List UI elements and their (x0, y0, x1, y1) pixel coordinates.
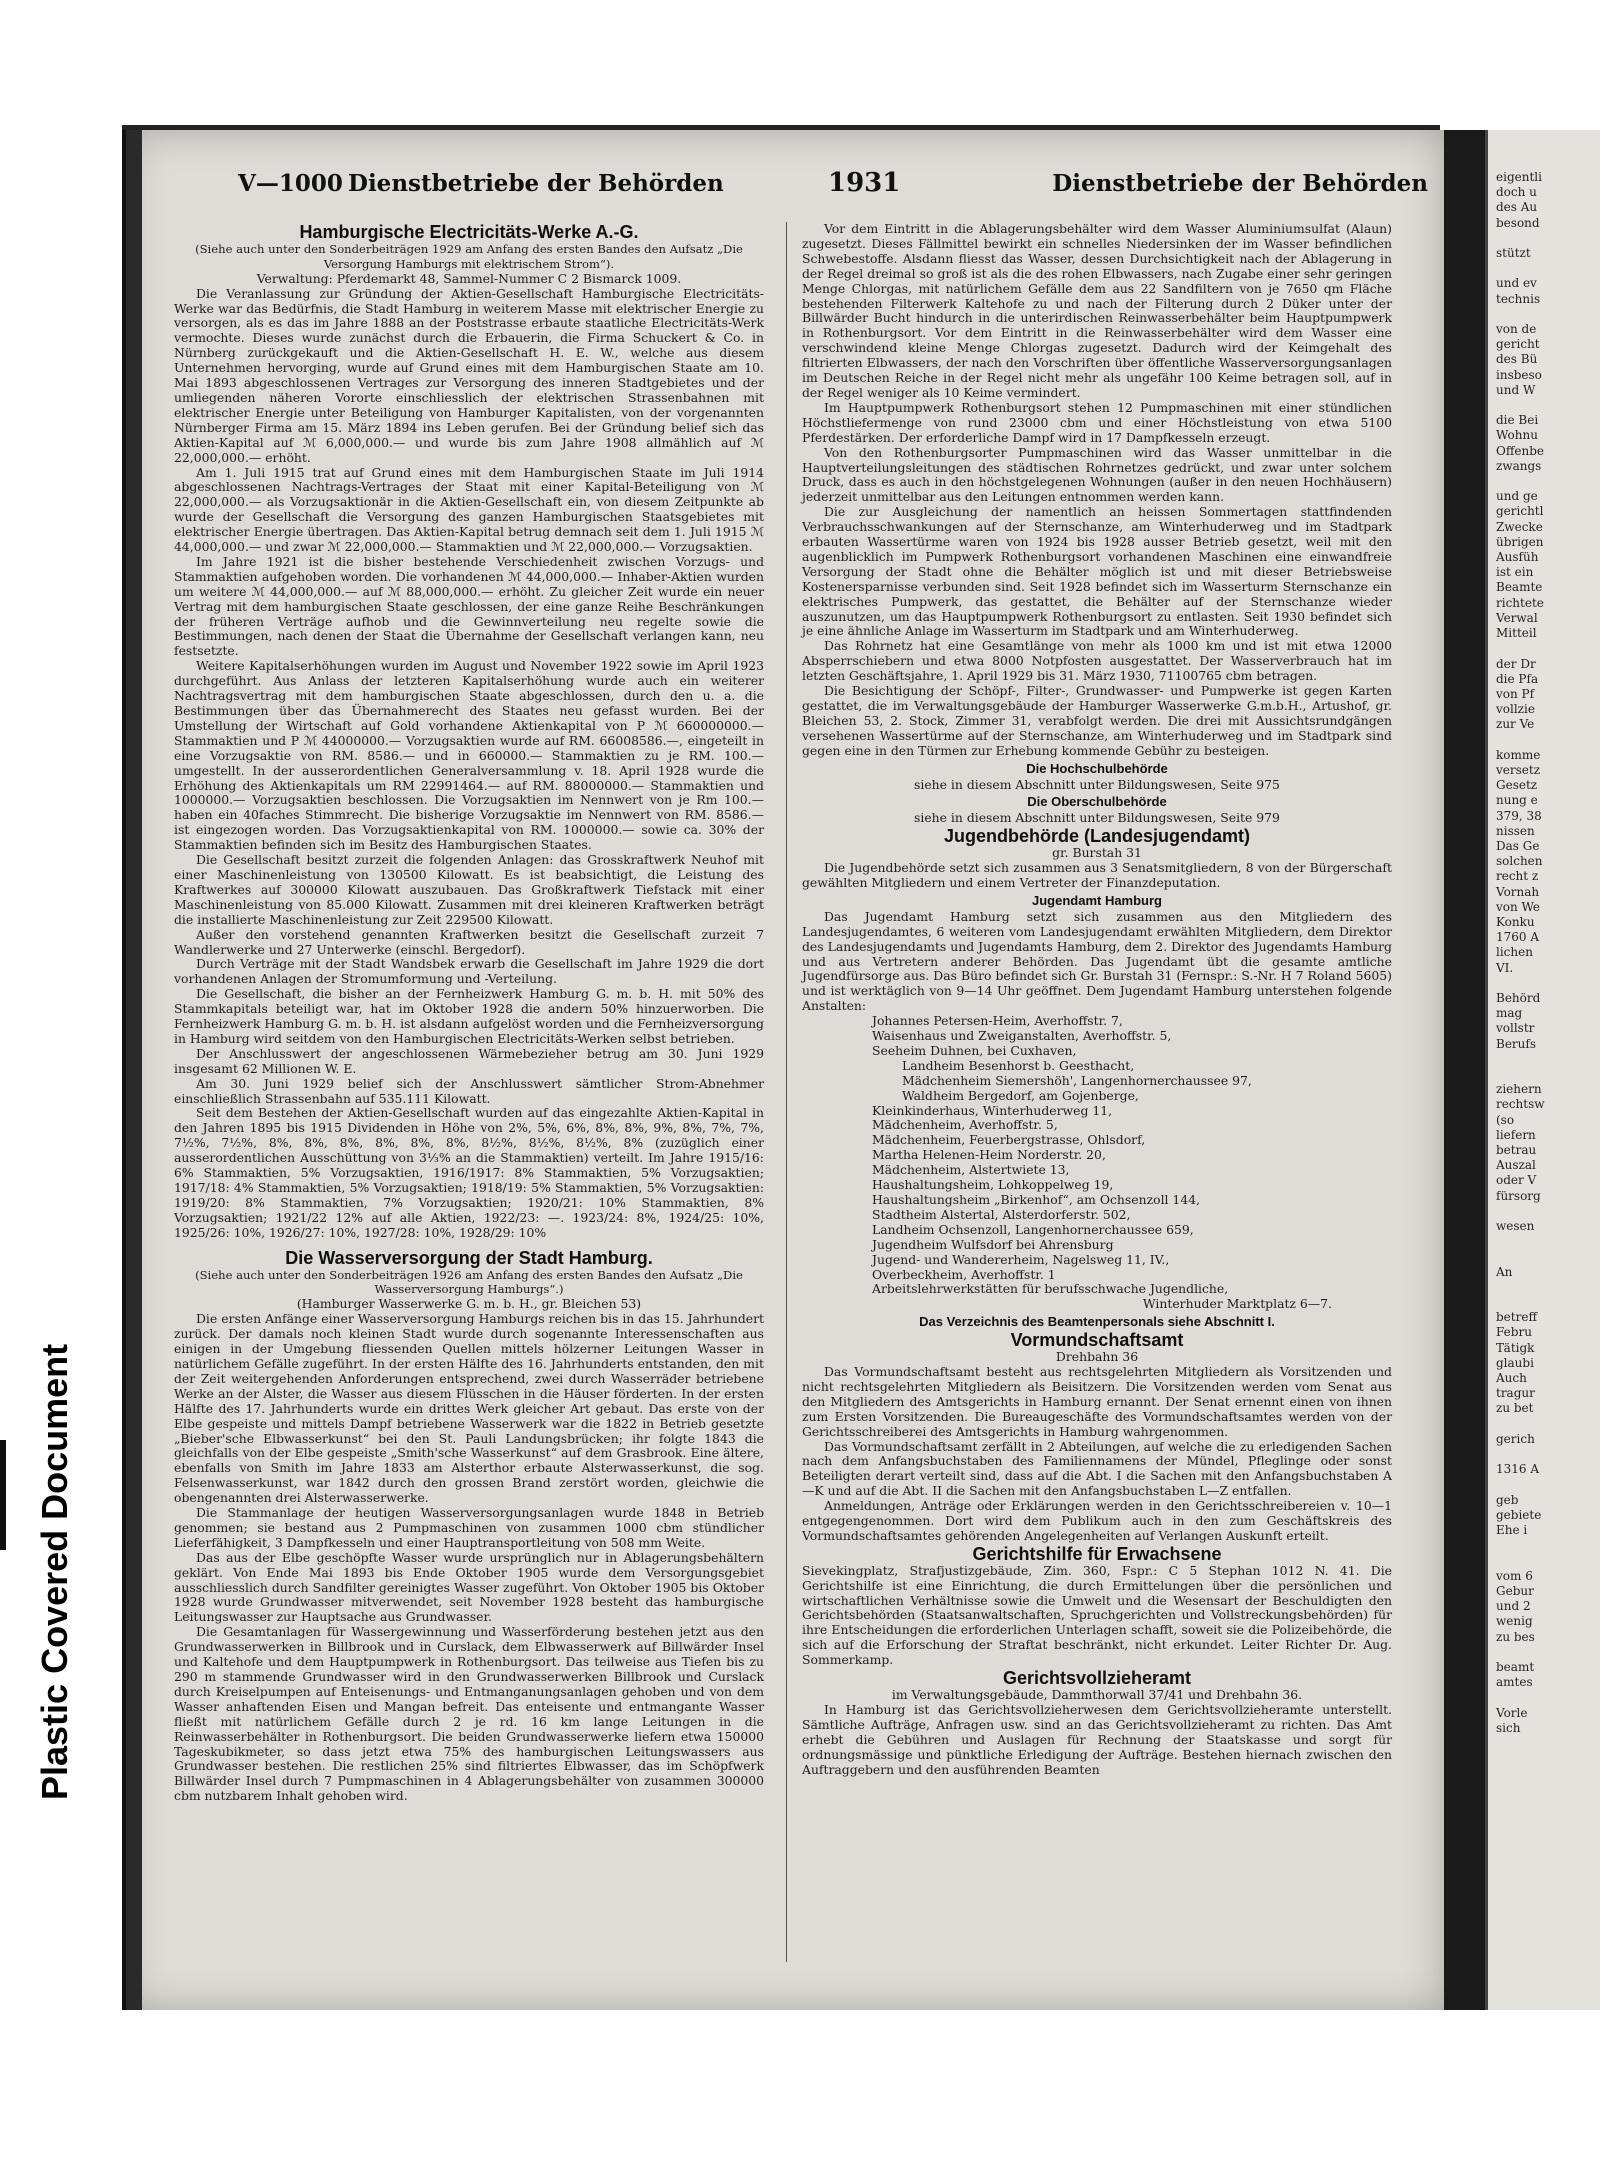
water-paragraph: Die ersten Anfänge einer Wasserversorgung Hamburgs reichen bis in das 15. Jahrhundert zurück. Der damals noch kleinen Stadt wurde durch sogenannte Interessenschaften aus einigen in der Umgebung fliessenden Quellen mittels hölzerner Leitungen Wasser in natürlichem Gefälle zugeführt. In der ersten Hälfte des 16. Jahrhunderts entstanden, den mit der Zeit weitergehenden Anforderungen entsprechend, zwei durch Wasserräder betriebene Werke an der Alster, die Wasser aus diesem Flüsschen in die Häuser förderten. In der ersten Hälfte des 17. Jahrhunderts wurde ein drittes Werk gleicher Art gebaut. Das erste von der Elbe gespeiste und mittels Dampf betriebene Wasserwerk war die 1822 in Betrieb gesetzte „Bieber'sche Elbwasserkunst“ bei den St. Pauli Landungsbrücken; ihr folgte 1843 die gleichfalls von der Elbe gespeiste „Smith'sche Wasserkunst“ auf dem Grasbrook. Eine ältere, ebenfalls von Smith im Jahre 1833 am Alsterthor erbaute Alsterwasserkunst, die sog. Felsenwasserkunst, war 1842 durch den grossen Brand zerstört worden, gleichwie die obengenannten drei Alsterwasserwerke. (174, 1311, 764, 1506)
adjacent-page-fragment: Ausfüh (1496, 550, 1539, 565)
adjacent-page-fragment (1488, 1052, 1600, 1067)
adjacent-page-fragment: eigentli (1496, 170, 1542, 184)
adjacent-page-fragment: von de (1496, 322, 1537, 337)
water-title: Die Wasserversorgung der Stadt Hamburg. (285, 1247, 653, 1268)
header-title-right: Dienstbetriebe der Behörden (1052, 170, 1428, 197)
gerichtshilfe-paragraph: Sievekingplatz, Strafjustizgebäude, Zim. 360, Fspr.: C 5 Stephan 1012 N. 41. Die Gerichtshilfe ist eine Einrichtung, die durch Ermittelungen über die persönlichen und wirtschaftlichen Verhältnisse sowie die Umwelt und die Wesensart der Beschuldigten den Gerichtsbehörden (Staatsanwaltschaften, Spruchgerichten und Vollstreckungsbehörden) für ihre Entscheidungen die erforderlichen Unterlagen schafft, soweit sie die Polizeibehörde, die sich auf die Erforschung der Straftat beschränkt, nicht erkundet. Leiter Richter Dr. Aug. Sommerkamp. (802, 1562, 1392, 1668)
institution-item: Stadtheim Alstertal, Alsterdorferstr. 502, (872, 1206, 1131, 1222)
adjacent-page-fragment: stützt (1496, 246, 1531, 261)
adjacent-page-fragment: wesen (1496, 1219, 1535, 1234)
adjacent-page-fragment: doch u (1496, 185, 1537, 200)
institution-item: Seeheim Duhnen, bei Cuxhaven, (872, 1042, 1077, 1058)
adjacent-page-fragment: Wohnu (1496, 428, 1538, 443)
adjacent-page-fragment: insbeso (1496, 367, 1542, 382)
adjacent-page-fragment: geb (1496, 1492, 1519, 1507)
adjacent-page-fragment: gerichtl (1496, 504, 1544, 519)
jugend-address: gr. Burstah 31 (1052, 845, 1142, 861)
jugend-title: Jugendbehörde (Landesjugendamt) (943, 826, 1251, 847)
adjacent-page-fragment: sich (1496, 1720, 1521, 1735)
water-company: (Hamburger Wasserwerke G. m. b. H., gr. Bleichen 53) (296, 1296, 642, 1312)
hew-paragraph: Außer den vorstehend genannten Kraftwerken besitzt die Gesellschaft zurzeit 7 Wandlerwerke und 27 Unterwerke (einschl. Bergedorf). (174, 926, 764, 957)
adjacent-page-fragment (1488, 1204, 1600, 1219)
water-paragraph: Im Hauptpumpwerk Rothenburgsort stehen 12 Pumpmaschinen mit einer stündlichen Höchstliefermenge von rund 23000 cbm und einer Höchstleistung von etwa 5100 Pferdestärken. Der erforderliche Dampf wird in 17 Dampfkesseln erzeugt. (802, 399, 1392, 445)
jugend-paragraph: Die Jugendbehörde setzt sich zusammen aus 3 Senatsmitgliedern, 8 von der Bürgerschaft gewählten Mitgliedern und einem Vertreter der Finanzdeputation. (802, 860, 1392, 890)
adjacent-page-fragment: Behörd (1496, 990, 1541, 1005)
jugendamt-title: Jugendamt Hamburg (1031, 892, 1162, 908)
adjacent-page-fragment: von We (1496, 899, 1541, 914)
header-year: 1931 (828, 168, 901, 198)
hew-paragraph: Die Veranlassung zur Gründung der Aktien-Gesellschaft Hamburgische Electricitäts-Werke war das Bedürfnis, die Stadt Hamburg in weiterem Masse mit elektrischer Energie zu versorgen, als es das im Jahre 1888 an der Poststrasse erbaute staatliche Electricitäts-Werk vermochte. Dieses wurde zunächst durch die Erbauerin, die Firma Schuckert & Co. in Nürnberg zurückgekauft und die Aktien-Gesellschaft H. E. W., welche aus diesem Unternehmen hervorging, wurde auf Grund eines mit dem Hamburgischen Staate am 10. Mai 1893 abgeschlossenen Vertrages zur Versorgung des inneren Stadtgebietes und der umliegenden näheren Vororte einschliesslich der elektrischen Strassenbahnen mit elektrischer Energie unter Beteiligung von Hamburger Kapitalisten, von der vorgenannten Nürnberger Firma am 15. März 1894 ins Leben gerufen. Bei der Gründung belief sich das Aktien-Kapital auf ℳ 6,000,000.— und wurde bis zum Jahre 1908 allmählich auf ℳ 22,000,000.— erhöht. (174, 285, 764, 465)
water-paragraph: Das Rohrnetz hat eine Gesamtlänge von mehr als 1000 km und ist mit etwa 12000 Absperrschiebern und etwa 8000 Notpfosten ausgestattet. Der Wasserverbrauch hat im letzten Geschäftsjahre, 1. April 1929 bis 31. März 1930, 71100765 cbm betragen. (802, 638, 1392, 684)
adjacent-page-fragment: Berufs (1496, 1036, 1536, 1051)
institution-item: Mädchenheim, Alstertwiete 13, (872, 1162, 1070, 1178)
gerichtshilfe-title: Gerichtshilfe für Erwachsene (972, 1543, 1222, 1564)
adjacent-page-fragment: und ev (1496, 276, 1537, 291)
header-title-left: Dienstbetriebe der Behörden (348, 170, 724, 197)
vormund-paragraph: Das Vormundschaftsamt zerfällt in 2 Abteilungen, auf welche die zu erledigenden Sachen nach dem Anfangsbuchstaben des Familiennamens der Mündel, Pfleglinge oder sonst Beteiligten derart verteilt sind, dass auf die Abt. I die Sachen mit den Anfangsbuchstaben A—K und auf die Abt. II die Sachen mit den Anfangsbuchstaben L—Z entfallen. (802, 1438, 1392, 1499)
plastic-covered-label: Plastic Covered Document (34, 1343, 75, 1800)
adjacent-page-text (1488, 130, 1600, 1736)
institution-item: Arbeitslehrwerkstätten für berufsschwache Jugendliche, (872, 1281, 1229, 1297)
adjacent-page-fragment (1488, 261, 1600, 276)
oberschul-title: Die Oberschulbehörde (1027, 794, 1167, 810)
adjacent-page-fragment (1488, 1645, 1600, 1660)
adjacent-page-fragment (1488, 976, 1600, 991)
adjacent-page-fragment: betreff (1496, 1310, 1537, 1325)
institution-item: Landheim Besenhorst b. Geesthacht, (902, 1057, 1135, 1073)
adjacent-page-fragment (1488, 1690, 1600, 1705)
water-paragraph: Vor dem Eintritt in die Ablagerungsbehälter wird dem Wasser Aluminiumsulfat (Alaun) zugesetzt. Dieses Fällmittel bewirkt ein schnelles Niedersinken der im Wasser befindlichen Schwebestoffe. Alsdann fliesst das Wasser, dessen Durchsichtigkeit nach der Ablagerung in der Regel dreimal so groß ist als die des rohen Elbwassers, nach Zugabe einer sehr geringen Menge Chlorgas, mit natürlichem Gefälle dem aus 22 Sandfiltern von je 7650 qm Fläche bestehenden Filterwerk Kaltehofe zu und nach der Filterung durch 2 Düker unter der Billwärder Bucht hindurch in die unterirdischen Reinwasserbehälter beim Hauptpumpwerk in Rothenburgsort. Vor dem Eintritt in die Reinwasserbehälter wird dem Wasser eine verschwindend kleine Menge Chlorgas zugesetzt. Dadurch wird der Keimgehalt des filtrierten Elbwassers, der nach den Vorschriften über öffentliche Wasserversorgungsanlagen im Deutschen Reiche in der Regel nicht mehr als ungefähr 100 Keime betragen soll, auf in der Regel weniger als 10 Keime vermindert. (802, 221, 1392, 400)
left-column (174, 222, 764, 1804)
adjacent-page-fragment: Verwal (1496, 610, 1538, 625)
page-header (238, 170, 1428, 204)
page-number: V—1000 (238, 170, 343, 197)
adjacent-page-fragment: des Bü (1496, 352, 1538, 367)
hew-title: Hamburgische Electricitäts-Werke A.-G. (299, 222, 639, 242)
adjacent-page-fragment: Auszal (1496, 1158, 1536, 1173)
hew-paragraph: Die Gesellschaft, die bisher an der Fernheizwerk Hamburg G. m. b. H. mit 50% des Stammkapitals beteiligt war, hat im Oktober 1928 die andern 50% hinzuerworben. Die Fernheizwerk Hamburg G. m. b. H. ist alsdann aufgelöst worden und die Fernheizversorgung in Hamburg wird seitdem von den Hamburgischen Electricitäts-Werken selbst betrieben. (174, 986, 764, 1046)
document-page (122, 130, 1444, 2010)
adjacent-page-fragment (1488, 1447, 1600, 1462)
adjacent-page-fragment: solchen (1496, 854, 1543, 869)
adjacent-page-fragment: technis (1496, 291, 1541, 306)
adjacent-page-fragment: 1316 A (1496, 1462, 1540, 1477)
page-gutter (1440, 130, 1485, 2010)
adjacent-page-fragment: wenig (1496, 1614, 1533, 1629)
adjacent-page-fragment: Beamte (1496, 580, 1543, 595)
adjacent-page-fragment (1488, 641, 1600, 656)
hew-dividends: Seit dem Bestehen der Aktien-Gesellschaft wurden auf das eingezahlte Aktien-Kapital in den Jahren 1895 bis 1915 Dividenden in Höhe von 2%, 5%, 6%, 8%, 8%, 9%, 8%, 7%, 7%, 7½%, 7½%, 8%, 8%, 8%, 8%, 8%, 8%, 8½%, 8½%, 8½%, 8% (zuzüglich einer ausserordentlichen Ausschüttung von 3⅓% an die Stammaktien) verteilt. Im Jahre 1915/16: 6% Stammaktien, 5% Vorzugsaktien, 1916/1917: 8% Stammaktien, 5% Vorzugsaktien; 1917/18: 4% Stammaktien, 5% Vorzugsaktien; 1918/19: 5% Stammaktien, 5% Vorzugsaktien: 1919/20: 8% Stammaktien, 7% Vorzugsaktien; 1920/21: 10% Stammaktien, 8% Vorzugsaktien; 1921/22 12% auf alle Aktien, 1922/23: —. 1923/24: 8%, 1924/25: 10%, 1925/26: 10%, 1926/27: 10%, 1927/28: 10%, 1928/29: 10% (174, 1105, 764, 1240)
adjacent-page-fragment: glaubi (1496, 1355, 1534, 1370)
adjacent-page-fragment: zu bes (1496, 1629, 1535, 1644)
adjacent-page-fragment: Konku (1496, 914, 1535, 929)
adjacent-page-fragment: fürsorg (1496, 1188, 1541, 1203)
institutions-last: Winterhuder Marktplatz 6—7. (1142, 1296, 1332, 1312)
adjacent-page-fragment: Vornah (1496, 884, 1540, 899)
water-paragraph: Die zur Ausgleichung der namentlich an heissen Sommertagen stattfindenden Verbrauchsschwankungen auf der Sternschanze, am Winterhuderweg und im Stadtpark erbauten Wassertürme waren von 1924 bis 1928 ausser Betrieb gesetzt, weil mit den augenblicklich im Pumpwerk Rothenburgsort vorhandenen Maschinen eine einwandfreie Versorgung der Stadt ohne die Behälter möglich ist und mit dieser Betriebsweise Kostenersparnisse verbunden sind. Seit 1928 befindet sich im Wasserturm Sternschanze ein elektrisches Pumpwerk, das gestattet, die Behälter auf der Sternschanze wieder auszunutzen, um das Hauptpumpwerk Rothenburgsort zu entlasten. Seit 1930 befindet sich je eine ähnliche Anlage im Wasserturm im Stadtpark und am Winterhuderweg. (802, 504, 1392, 639)
adjacent-page-fragment (1488, 398, 1600, 413)
adjacent-page-fragment: übrigen (1496, 534, 1544, 549)
hochschul-title: Die Hochschulbehörde (1026, 760, 1168, 776)
adjacent-page-fragment (1488, 1280, 1600, 1295)
institution-item: Waldheim Bergedorf, am Gojenberge, (902, 1087, 1139, 1103)
vormund-paragraph: Das Vormundschaftsamt besteht aus rechtsgelehrten Mitgliedern als Vorsitzenden und nicht rechtsgelehrten Mitgliedern als Beisitzern. Die Vorsitzenden werden vom Senat aus den Mitgliedern des Amtsgerichts in Hamburg ernannt. Der Senat ernennt einen von ihnen zum Ersten Vorsitzenden. Die Bureaugeschäfte des Vormundschaftsamtes werden von der Gerichtsschreiberei des Amtsgerichts in Hamburg wahrgenommen. (802, 1363, 1392, 1439)
adjacent-page-fragment: ziehern (1496, 1082, 1542, 1097)
institution-item: Mädchenheim, Feuerbergstrasse, Ohlsdorf, (872, 1132, 1146, 1148)
adjacent-page-fragment: betrau (1496, 1143, 1537, 1157)
adjacent-page-fragment: nung e (1496, 793, 1538, 808)
adjacent-page-fragment: VI. (1496, 960, 1514, 975)
adjacent-page-fragment: Vorle (1496, 1705, 1528, 1720)
adjacent-page-fragment (1488, 1477, 1600, 1492)
vormund-title: Vormundschaftsamt (1010, 1330, 1184, 1351)
water-paragraph: Das aus der Elbe geschöpfte Wasser wurde ursprünglich nur in Ablagerungsbehältern geklärt. Von Ende Mai 1893 bis Ende Oktober 1905 wurde dem Versorgungsgebiet ausschliesslich durch Sandfilter gereinigtes Wasser zugeführt. Von Oktober 1905 bis Oktober 1928 wurde Grundwasser mitverwendet, seit November 1928 besteht das hamburgische Leitungswasser zur Hauptsache aus Grundwasser. (174, 1549, 764, 1625)
adjacent-page-fragment: von Pf (1496, 686, 1535, 701)
adjacent-page-fragment (1488, 1553, 1600, 1568)
adjacent-page-fragment (1488, 1417, 1600, 1432)
institution-item: Waisenhaus und Zweiganstalten, Averhoffstr. 5, (872, 1028, 1172, 1044)
adjacent-page-fragment: tragur (1496, 1386, 1535, 1401)
water-paragraph: Von den Rothenburgsorter Pumpmaschinen wird das Wasser unmittelbar in die Hauptverteilungsleitungen des städtischen Rohrnetzes gedrückt, und zwar unter solchem Druck, dass es auch in den höchstgelegenen Wohnungen (außer in den neuen Hochhäusern) jederzeit unmittelbar aus den Leitungen entnommen werden kann. (802, 444, 1392, 505)
adjacent-page-fragment: versetz (1496, 762, 1541, 777)
hochschul-ref: siehe in diesem Abschnitt unter Bildungswesen, Seite 975 (914, 776, 1280, 792)
institution-item: Johannes Petersen-Heim, Averhoffstr. 7, (872, 1013, 1123, 1029)
vormund-paragraph: Anmeldungen, Anträge oder Erklärungen werden in den Gerichtsschreibereien v. 10—1 entgegengenommen. Dort wird dem Publikum auch in den zum Geschäftskreis des Vormundschaftsamtes gehörenden Angelegenheiten auf Verlangen Auskunft erteilt. (802, 1498, 1392, 1543)
adjacent-page-fragment (1488, 1538, 1600, 1553)
hew-paragraph: Der Anschlusswert der angeschlossenen Wärmebezieher betrug am 30. Juni 1929 insgesamt 62 Millionen W. E. (174, 1045, 764, 1076)
institution-item: Kleinkinderhaus, Winterhuderweg 11, (872, 1102, 1113, 1118)
adjacent-page-fragment (1488, 733, 1600, 748)
adjacent-page-fragment: besond (1496, 215, 1540, 230)
institution-item: Mädchenheim Siemershöh', Langenhornerchaussee 97, (902, 1072, 1252, 1088)
adjacent-page-fragment: gebiete (1496, 1507, 1542, 1522)
adjacent-page-fragment: und W (1496, 382, 1536, 397)
adjacent-page-fragment: der Dr (1496, 656, 1536, 671)
adjacent-page-fragment: Offenbe (1496, 443, 1544, 458)
adjacent-page-fragment: oder V (1496, 1173, 1537, 1188)
adjacent-page-fragment: amtes (1496, 1675, 1533, 1690)
adjacent-page-fragment (1488, 1067, 1600, 1082)
adjacent-page-fragment: zu bet (1496, 1401, 1534, 1416)
adjacent-page-fragment: zur Ve (1496, 717, 1535, 732)
institution-item: Landheim Ochsenzoll, Langenhornerchaussee 659, (872, 1221, 1194, 1237)
adjacent-page-fragment (1488, 231, 1600, 246)
hew-paragraph: Durch Verträge mit der Stadt Wandsbek erwarb die Gesellschaft im Jahre 1929 die dort vorhandenen Anlagen der Stromumformung und -Verteilung. (174, 956, 764, 987)
water-paragraph: Die Gesamtanlagen für Wassergewinnung und Wasserförderung bestehen jetzt aus den Grundwasserwerken in Billbrook und in Curslack, dem Elbwasserwerk auf Billwärder Insel und Kaltehofe und dem Hauptpumpwerk in Rothenburgsort. Das teilweise aus Tiefen bis zu 290 m stammende Grundwasser wird in den Grundwasserwerken Billbrook und Curslack durch Kreiselpumpen auf Enteisenungs- und Entmanganungsanlagen gehoben und von dem Wasser anhaftenden Eisen und Mangan befreit. Das enteisente und entmangante Wasser fließt mit natürlichem Gefälle durch 2 je rd. 16 km lange Leitungen in die Reinwasserbehälter in Rothenburgsort. Die beiden Grundwasserwerke liefern etwa 150000 Tageskubikmeter, so dass jetzt etwa 75% des hamburgischen Leitungswassers aus Grundwasser bestehen. Die restlichen 25% sind filtriertes Elbwasser, das im Schöpfwerk Billwärder Insel durch 7 Pumpmaschinen in 4 Ablagerungsbehälter von zusammen 300000 cbm nutzbarem Inhalt gehoben wird. (174, 1624, 764, 1804)
adjacent-page-fragment (1488, 307, 1600, 322)
adjacent-page-fragment: gericht (1496, 337, 1540, 352)
adjacent-page-fragment (1488, 474, 1600, 489)
adjacent-page-fragment: Das Ge (1496, 838, 1540, 853)
adjacent-page-fragment: richtete (1496, 595, 1544, 610)
adjacent-page-fragment: Febru (1496, 1325, 1532, 1340)
adjacent-page-fragment: und ge (1496, 489, 1538, 504)
adjacent-page-fragment: vollstr (1496, 1021, 1535, 1036)
adjacent-page-fragment: Auch (1496, 1371, 1527, 1386)
vollzieher-paragraph: In Hamburg ist das Gerichtsvollzieherwesen dem Gerichtsvollzieheramte unterstellt. Sämtliche Aufträge, Anfragen usw. sind an das Gerichtsvollzieheramt zu richten. Das Amt erhebt die Gebühren und Auslagen für Rechnung der Staatskasse und sorgt für ordnungsmässige und pünktliche Erledigung der Aufträge. Bestehen hiernach zwischen den Auftraggebern und den ausführenden Beamten (802, 1701, 1392, 1777)
institution-item: Jugendheim Wulfsdorf bei Ahrensburg (872, 1236, 1114, 1252)
water-paragraph: Die Besichtigung der Schöpf-, Filter-, Grundwasser- und Pumpwerke ist gegen Karten gestattet, die im Verwaltungsgebäude der Hamburger Wasserwerke G.m.b.H., Artushof, gr. Bleichen 53, 2. Stock, Zimmer 31, verabfolgt werden. Die drei mit Aussichtsrundgängen versehenen Wassertürme auf der Sternschanze, am Winterhuderweg und im Stadtpark sind gegen eine in den Türmen zur Erhebung kommende Gebühr zu besteigen. (802, 683, 1392, 758)
institution-item: Martha Helenen-Heim Norderstr. 20, (872, 1147, 1106, 1163)
oberschul-ref: siehe in diesem Abschnitt unter Bildungswesen, Seite 979 (914, 810, 1280, 826)
vollzieher-address: im Verwaltungsgebäude, Dammthorwall 37/41 und Drehbahn 36. (891, 1687, 1303, 1702)
vollzieher-title: Gerichtsvollzieheramt (1002, 1668, 1192, 1689)
adjacent-page-fragment: des Au (1496, 200, 1538, 215)
beamten-note: Das Verzeichnis des Beamtenpersonals siehe Abschnitt I. (919, 1314, 1275, 1330)
adjacent-page-fragment (1488, 1249, 1600, 1264)
institution-item: Jugend- und Wandererheim, Nagelsweg 11, IV., (872, 1251, 1170, 1267)
adjacent-page-fragment: beamt (1496, 1659, 1535, 1674)
adjacent-page-fragment: 379, 38 (1496, 808, 1542, 823)
adjacent-page-fragment: liefern (1496, 1127, 1536, 1142)
adjacent-page-fragment: vom 6 (1496, 1568, 1533, 1583)
adjacent-page-fragment: Ehe i (1496, 1523, 1528, 1538)
adjacent-page-fragment: rechtsw (1496, 1097, 1545, 1112)
water-paragraph: Die Stammanlage der heutigen Wasserversorgungsanlagen wurde 1848 in Betrieb genommen; sie bestand aus 2 Pumpmaschinen von zusammen 1000 cbm stündlicher Lieferfähigkeit, 3 Dampfkesseln und einer Hauptransportleitung von 508 mm Weite. (174, 1505, 764, 1550)
institution-item: Haushaltungsheim, Lohkoppelweg 19, (872, 1177, 1114, 1193)
adjacent-page-fragment: Gesetz (1496, 778, 1538, 793)
adjacent-page-fragment (1488, 1234, 1600, 1249)
right-column (802, 222, 1392, 1777)
adjacent-page-fragment: Tätigk (1496, 1340, 1535, 1355)
hew-paragraph: Im Jahre 1921 ist die bisher bestehende Verschiedenheit zwischen Vorzugs- und Stammaktien aufgehoben worden. Die vorhandenen ℳ 44,000,000.— Inhaber-Aktien wurden um weitere ℳ 44,000,000.— auf ℳ 88,000,000.— erhöht. Zu gleicher Zeit wurde ein neuer Vertrag mit dem hamburgischen Staate geschlossen, der eine ganze Reihe Beschränkungen der früheren Verträge aufhob und die Gewinnverteilung neu regelte sowie die Bestimmungen, nach denen der Staat die Übernahme der Gesellschaft verlangen kann, neu festsetzte. (174, 553, 764, 659)
hew-paragraph: Am 30. Juni 1929 belief sich der Anschlusswert sämtlicher Strom-Abnehmer einschließlich Strassenbahn auf 535.111 Kilowatt. (174, 1075, 764, 1106)
adjacent-page-fragment: nissen (1496, 823, 1535, 838)
adjacent-page-fragment: gerich (1496, 1431, 1535, 1446)
margin-mark (0, 1440, 6, 1550)
hew-paragraph: Weitere Kapitalserhöhungen wurden im August und November 1922 sowie im April 1923 durchgeführt. Aus Anlass der letzteren Kapitalserhöhung wurde auch ein weiterer Nachtragsvertrag mit dem hamburgischen Staate abgeschlossen, durch den u. a. die Bestimmungen über das Übernahmerecht des Staates neu gefasst wurden. Bei der Umstellung der Wirtschaft auf Gold vorhandene Aktienkapital von P ℳ 660000000.— Stammaktien und P ℳ 44000000.— Vorzugsaktien wurde auf RM. 66008586.—, eingeteilt in eine Vorzugsaktie von RM. 8586.— und in 660000.— Stammaktien zu je RM. 100.— umgestellt. In der ausserordentlichen Generalversammlung v. 18. April 1928 wurde die Erhöhung des Aktienkapitals um RM 22991464.— auf RM. 88000000.— Stammaktien und 1000000.— Vorzugsaktien beschlossen. Die Vorzugsaktien im Nennwert von je Rm 100.— haben ein 40faches Stimmrecht. Die bisherige Vorzugsaktie im Nennwert von RM. 8586.— ist eingezogen worden. Das Vorzugsaktienkapital von RM. 1000000.— sowie ca. 30% der Stammaktien befinden sich im Besitz des Hamburgischen Staates. (174, 658, 764, 853)
adjacent-page-fragment: recht z (1496, 869, 1539, 884)
adjacent-page-fragment: vollzie (1496, 702, 1535, 717)
adjacent-page-fragment: und 2 (1496, 1599, 1531, 1614)
water-note: (Siehe auch unter den Sonderbeiträgen 1926 am Anfang des ersten Bandes den Aufsatz „Die Wasserversorgung Hamburgs“.) (195, 1267, 743, 1297)
adjacent-page-fragment: (so (1496, 1112, 1515, 1127)
adjacent-page-fragment: Gebur (1496, 1583, 1534, 1598)
column-divider (786, 222, 787, 1962)
adjacent-page-fragment: mag (1496, 1006, 1523, 1021)
adjacent-page-fragment: die Pfa (1496, 671, 1539, 686)
institution-item: Mädchenheim, Averhoffstr. 5, (872, 1117, 1058, 1133)
vormund-address: Drehbahn 36 (1055, 1349, 1139, 1365)
adjacent-page-fragment: Zwecke (1496, 519, 1543, 534)
adjacent-page-fragment: zwangs (1496, 458, 1542, 473)
institution-item: Overbeckheim, Averhoffstr. 1 (872, 1266, 1056, 1282)
adjacent-page-fragment: die Bei (1496, 413, 1539, 428)
adjacent-page-fragment: komme (1496, 747, 1541, 762)
adjacent-page-fragment: 1760 A (1496, 930, 1540, 945)
hew-note: (Siehe auch unter den Sonderbeiträgen 1929 am Anfang des ersten Bandes den Aufsatz „Die Versorgung Hamburgs mit elektrischem Strom“). (195, 241, 743, 271)
jugendamt-paragraph: Das Jugendamt Hamburg setzt sich zusammen aus den Mitgliedern des Landesjugendamtes, 6 weiteren vom Landesjugendamt erwählten Mitgliedern, dem Direktor des Landesjugendamts und Jugendamts Hamburg, dem 2. Direktor des Jugendamts Hamburg und aus Vertretern anderer Behörden. Das Jugendamt übt die gesamte amtliche Jugendfürsorge aus. Das Büro befindet sich Gr. Burstah 31 (Fernspr.: S.-Nr. H 7 Roland 5605) und ist werktäglich von 9—14 Uhr geöffnet. Dem Jugendamt Hamburg unterstehen folgende Anstalten: (802, 908, 1392, 1014)
adjacent-page-fragment: An (1496, 1264, 1513, 1279)
adjacent-page-fragment: Mitteil (1496, 626, 1537, 641)
institution-item: Haushaltungsheim „Birkenhof“, am Ochsenzoll 144, (872, 1192, 1201, 1207)
page-binding-edge (126, 130, 142, 2010)
adjacent-page-fragment: ist ein (1496, 565, 1534, 580)
adjacent-page-fragment (1488, 1295, 1600, 1310)
institutions-list (802, 1014, 1392, 1297)
hew-paragraph: Am 1. Juli 1915 trat auf Grund eines mit dem Hamburgischen Staate im Juli 1914 abgeschlossenen Nachtrags-Vertrages der Staat mit einer Kapital-Beteiligung von ℳ 22,000,000.— als Vorzugsaktionär in die Aktien-Gesellschaft ein, von diesem Zeitpunkte ab wurde der Gesellschaft die Versorgung des ganzen Hamburgischen Staatsgebietes mit elektrischer Energie übertragen. Das Aktien-Kapital betrug demnach seit dem 1. Juli 1915 ℳ 44,000,000.— und zwar ℳ 22,000,000.— Stammaktien und ℳ 22,000,000.— Vorzugsaktien. (174, 464, 764, 555)
adjacent-page-fragment: lichen (1496, 945, 1533, 960)
adjacent-page (1485, 130, 1600, 2010)
left-margin (0, 0, 115, 2177)
hew-admin: Verwaltung: Pferdemarkt 48, Sammel-Nummer C 2 Bismarck 1009. (256, 270, 682, 286)
hew-paragraph: Die Gesellschaft besitzt zurzeit die folgenden Anlagen: das Grosskraftwerk Neuhof mit einer Maschinenleistung von 130500 Kilowatt. Es ist beabsichtigt, die Leistung des Kraftwerkes auf 300000 Kilowatt auszubauen. Das Großkraftwerk Tiefstack mit einer Maschinenleistung von 85.000 Kilowatt. Zusammen mit drei kleineren Kraftwerken beträgt die installierte Maschinenleistung zur Zeit 229500 Kilowatt. (174, 852, 764, 927)
